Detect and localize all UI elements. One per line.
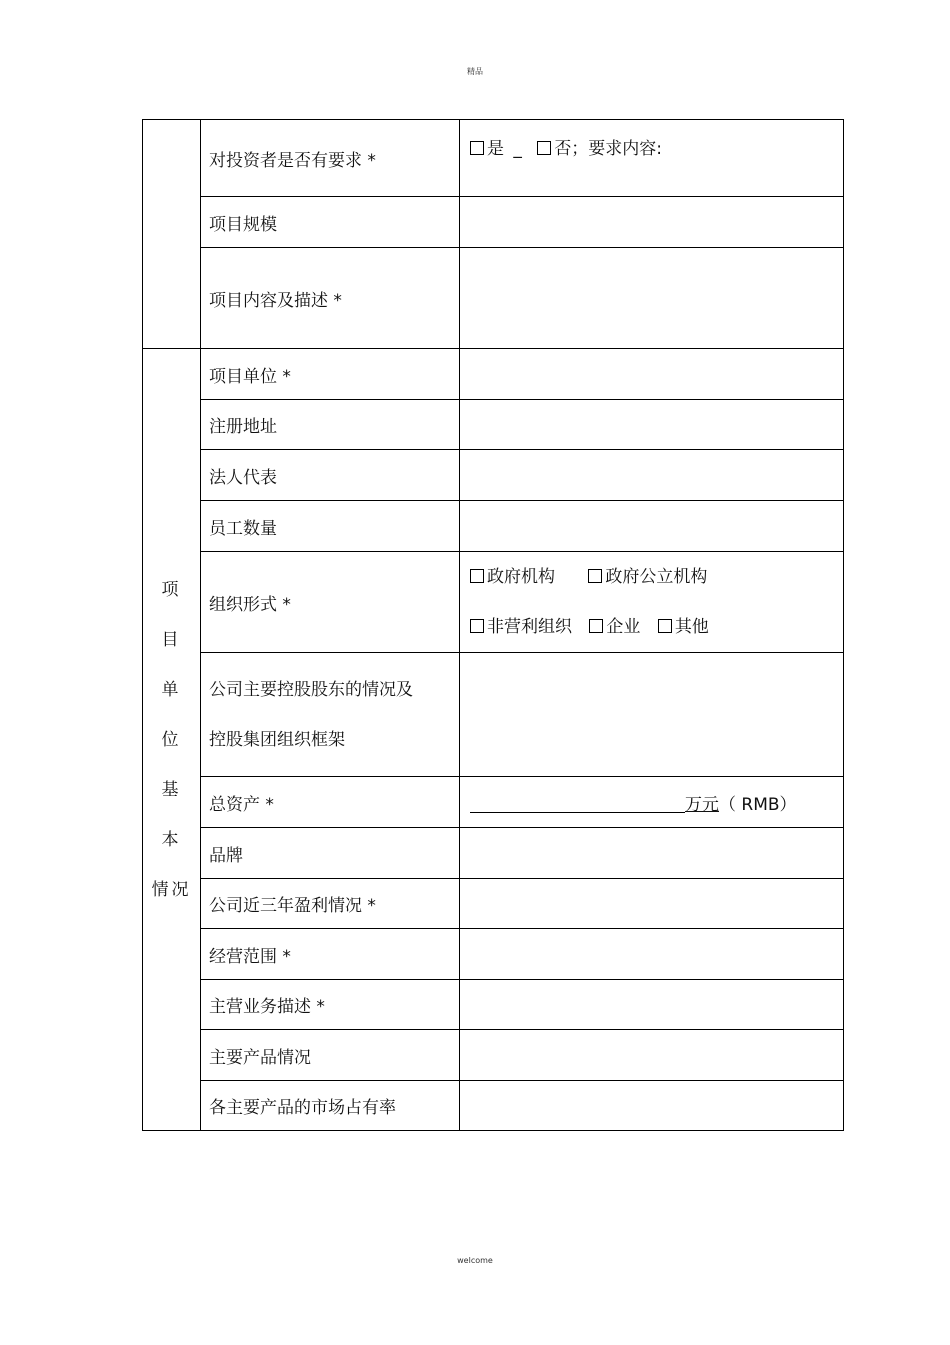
row-total-assets xyxy=(143,777,844,828)
input-total-assets[interactable] xyxy=(470,796,685,813)
section-title-line-2: 单 位 xyxy=(161,679,182,750)
label-shareholders-line2: 控股集团组织框架 xyxy=(209,729,345,750)
row-project-unit xyxy=(143,349,844,400)
section-title-line-3: 基 本 xyxy=(161,779,182,850)
input-staff-count[interactable] xyxy=(460,501,844,552)
label-investor-requirement: 对投资者是否有要求 * xyxy=(201,120,460,197)
row-project-desc xyxy=(143,248,844,349)
label-reg-address: 注册地址 xyxy=(201,400,460,450)
row-market-share xyxy=(143,1081,844,1131)
row-main-business xyxy=(143,980,844,1030)
row-shareholders xyxy=(143,653,844,777)
row-investor-requirement xyxy=(143,120,844,197)
row-profit xyxy=(143,879,844,929)
input-project-desc[interactable] xyxy=(460,248,844,349)
section-title-line-1: 项 目 xyxy=(161,579,182,650)
input-reg-address[interactable] xyxy=(460,400,844,450)
section-cell-unit-info xyxy=(143,349,201,1131)
label-staff-count: 员工数量 xyxy=(201,501,460,552)
input-business-scope[interactable] xyxy=(460,929,844,980)
section-cell-project xyxy=(143,120,201,349)
input-profit[interactable] xyxy=(460,879,844,929)
label-main-products: 主要产品情况 xyxy=(201,1030,460,1081)
row-legal-rep xyxy=(143,450,844,501)
row-project-scale xyxy=(143,197,844,248)
input-main-business[interactable] xyxy=(460,980,844,1030)
input-shareholders[interactable] xyxy=(460,653,844,777)
input-main-products[interactable] xyxy=(460,1030,844,1081)
row-brand xyxy=(143,828,844,879)
label-legal-rep: 法人代表 xyxy=(201,450,460,501)
value-org-form xyxy=(460,552,844,653)
option-nonprofit: 非营利组织 xyxy=(487,617,572,637)
row-org-form xyxy=(143,552,844,653)
option-other: 其他 xyxy=(674,617,709,637)
label-business-scope: 经营范围 * xyxy=(201,929,460,980)
total-assets-unit: 万元 xyxy=(685,794,719,815)
input-project-scale[interactable] xyxy=(460,197,844,248)
value-investor-requirement xyxy=(460,120,844,197)
option-public-institution: 政府公立机构 xyxy=(605,567,708,587)
section-title-line-4: 情况 xyxy=(151,879,192,900)
checkbox-public-institution[interactable] xyxy=(588,569,602,583)
checkbox-enterprise[interactable] xyxy=(589,619,603,633)
label-project-desc: 项目内容及描述 * xyxy=(201,248,460,349)
label-brand: 品牌 xyxy=(201,828,460,879)
input-market-share[interactable] xyxy=(460,1081,844,1131)
label-project-scale: 项目规模 xyxy=(201,197,460,248)
label-shareholders xyxy=(201,653,460,777)
checkbox-yes[interactable] xyxy=(470,141,484,155)
option-yes-label: 是 xyxy=(487,139,504,159)
option-enterprise: 企业 xyxy=(606,617,641,637)
yes-blank-mark: _ xyxy=(513,139,522,159)
checkbox-other[interactable] xyxy=(658,619,672,633)
row-staff-count xyxy=(143,501,844,552)
option-no-label: 否；要求内容: xyxy=(554,139,663,159)
page-header-note: 精品 xyxy=(467,67,483,76)
label-project-unit: 项目单位 * xyxy=(201,349,460,400)
option-government: 政府机构 xyxy=(487,567,555,587)
input-brand[interactable] xyxy=(460,828,844,879)
input-project-unit[interactable] xyxy=(460,349,844,400)
project-form-table xyxy=(142,119,844,1131)
input-legal-rep[interactable] xyxy=(460,450,844,501)
checkbox-nonprofit[interactable] xyxy=(470,619,484,633)
label-market-share: 各主要产品的市场占有率 xyxy=(201,1081,460,1131)
page-footer-note: welcome xyxy=(457,1256,493,1265)
value-total-assets xyxy=(460,777,844,828)
row-main-products xyxy=(143,1030,844,1081)
total-assets-currency: （ RMB） xyxy=(719,794,797,815)
row-reg-address xyxy=(143,400,844,450)
label-total-assets: 总资产 * xyxy=(201,777,460,828)
label-main-business: 主营业务描述 * xyxy=(201,980,460,1030)
checkbox-no[interactable] xyxy=(537,141,551,155)
label-shareholders-line1: 公司主要控股股东的情况及 xyxy=(209,679,413,700)
checkbox-government[interactable] xyxy=(470,569,484,583)
row-business-scope xyxy=(143,929,844,980)
label-profit: 公司近三年盈利情况 * xyxy=(201,879,460,929)
label-org-form: 组织形式 * xyxy=(201,552,460,653)
